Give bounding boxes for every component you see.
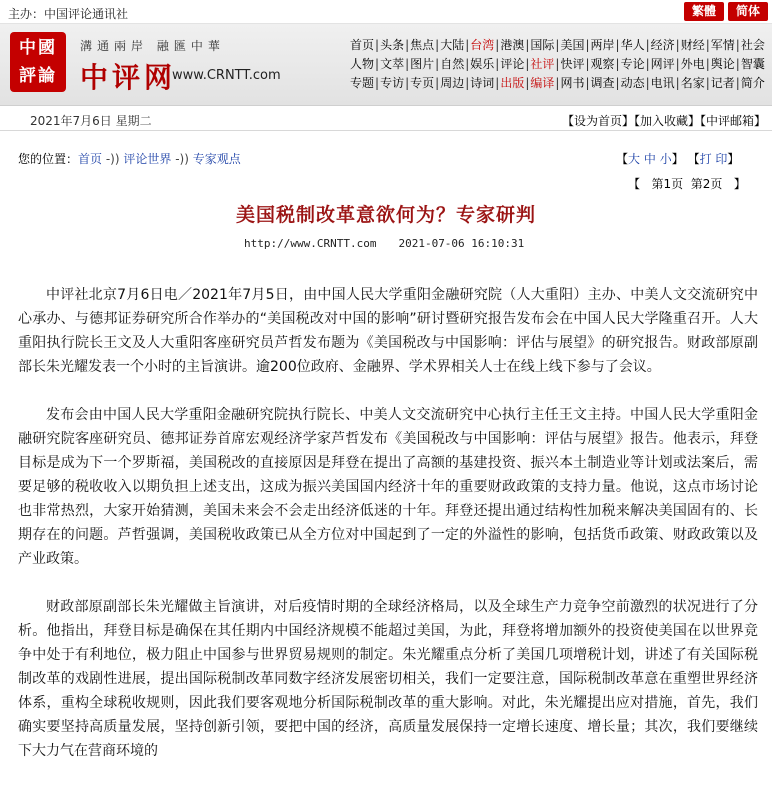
nav-link[interactable]: 智囊	[740, 57, 765, 71]
nav-separator: |	[735, 57, 740, 71]
nav-link[interactable]: 头条	[380, 38, 405, 52]
nav-separator: |	[375, 57, 380, 71]
nav-separator: |	[405, 38, 410, 52]
page-1-link[interactable]: 第1页	[651, 177, 684, 191]
article-paragraph: 中评社北京7月6日电／2021年7月5日，由中国人民大学重阳金融研究院（人大重阳）主办、中美人文交流研究中心承办、与德邦证券研究所合作举办的“美国税改对中国的影响”研讨暨研究报告发布会在中国人民大学隆重召开。人大重阳执行院长王文及人大重阳客座研究员芦哲发布题为《美国税改与中国影响：评估与展望》的研究报告。财政部原副部长朱光耀发表一个小时的主旨演讲。逾200位政府、金融界、学术界相关人士在线上线下参与了会议。	[18, 287, 758, 375]
nav-link[interactable]: 调查	[590, 76, 615, 90]
nav-separator: |	[705, 38, 710, 52]
nav-row	[350, 55, 770, 74]
bracket: 】	[727, 152, 740, 166]
nav-separator: |	[465, 57, 470, 71]
breadcrumb-section[interactable]: 评论世界	[123, 152, 172, 166]
nav-separator: |	[675, 38, 680, 52]
nav-separator: |	[705, 57, 710, 71]
nav-link[interactable]: 经济	[650, 38, 675, 52]
nav-separator: |	[615, 57, 620, 71]
nav-separator: |	[555, 57, 560, 71]
nav-link[interactable]: 评论	[500, 57, 525, 71]
nav-link[interactable]: 港澳	[500, 38, 525, 52]
nav-link[interactable]: 记者	[710, 76, 735, 90]
nav-separator: |	[435, 76, 440, 90]
nav-separator: |	[645, 38, 650, 52]
nav-link[interactable]: 台湾	[470, 38, 495, 52]
nav-separator: |	[465, 76, 470, 90]
nav-link[interactable]: 社评	[530, 57, 555, 71]
nav-separator: |	[555, 38, 560, 52]
nav-separator: |	[495, 38, 500, 52]
nav-link[interactable]: 专页	[410, 76, 435, 90]
nav-link[interactable]: 网评	[650, 57, 675, 71]
nav-link[interactable]: 财经	[680, 38, 705, 52]
nav-link[interactable]: 文萃	[380, 57, 405, 71]
nav-link[interactable]: 娱乐	[470, 57, 495, 71]
nav-separator: |	[615, 76, 620, 90]
nav-separator: |	[735, 38, 740, 52]
date-bar	[0, 109, 772, 131]
nav-separator: |	[405, 57, 410, 71]
nav-separator: |	[615, 38, 620, 52]
bracket: 】	[671, 152, 684, 166]
current-date: 2021年7月6日 星期二	[30, 114, 152, 128]
crntt-seal-logo[interactable]: 中國評論	[10, 32, 66, 92]
page-2-link[interactable]: 第2页	[690, 177, 723, 191]
main-navigation	[350, 36, 770, 93]
bracket: 【	[616, 152, 629, 166]
breadcrumb-arrow: -))	[102, 152, 124, 166]
site-domain: www.CRNTT.com	[172, 68, 281, 83]
nav-separator: |	[375, 76, 380, 90]
font-small-button[interactable]: 小	[659, 152, 672, 166]
top-bar	[0, 0, 772, 24]
nav-link[interactable]: 名家	[680, 76, 705, 90]
nav-link[interactable]: 焦点	[410, 38, 435, 52]
article-url[interactable]: http://www.CRNTT.com	[244, 237, 377, 250]
nav-link[interactable]: 图片	[410, 57, 435, 71]
nav-link[interactable]: 观察	[590, 57, 615, 71]
nav-link[interactable]: 诗词	[470, 76, 495, 90]
nav-link[interactable]: 美国	[560, 38, 585, 52]
nav-link[interactable]: 人物	[350, 57, 375, 71]
mailbox-link[interactable]: 【中评邮箱】	[699, 114, 766, 128]
bracket: 】	[733, 177, 746, 191]
site-header	[0, 24, 772, 106]
nav-separator: |	[525, 38, 530, 52]
nav-row	[350, 36, 770, 55]
article-paragraph: 发布会由中国人民大学重阳金融研究院执行院长、中美人文交流研究中心执行主任王文主持。中国人民大学重阳金融研究院客座研究员、德邦证券首席宏观经济学家芦哲发布《美国税改与中国影响：评估与展望》报告。他表示，拜登目标是成为下一个罗斯福，美国税改的直接原因是拜登在提出了高额的基建投资、振兴本土制造业等计划或法案后，需要足够的税收收入以期负担上述支出，这成为振兴美国国内经济十年的重要财政政策的支持力量。他说，这点市场讨论也非常热烈，大家开始猜测，美国未来会不会走出经济低迷的十年。拜登还提出通过结构性加税来解决美国固有的、长期存在的问题。芦哲强调，美国税收政策已从全方位对中国起到了一定的外溢性的影响，包括货币政策、财政政策以及产业政策。	[18, 407, 758, 567]
nav-link[interactable]: 专论	[620, 57, 645, 71]
breadcrumb-arrow: -))	[171, 152, 193, 166]
nav-link[interactable]: 编译	[530, 76, 555, 90]
nav-separator: |	[675, 76, 680, 90]
site-brand-logo[interactable]: 中评网	[80, 61, 177, 94]
nav-separator: |	[645, 57, 650, 71]
print-button[interactable]: 打 印	[699, 152, 728, 166]
set-home-link[interactable]: 【设为首页】	[561, 114, 634, 128]
font-large-button[interactable]: 大	[628, 152, 641, 166]
nav-link[interactable]: 外电	[680, 57, 705, 71]
breadcrumb-home[interactable]: 首页	[78, 152, 103, 166]
breadcrumb-prefix: 您的位置：	[18, 152, 79, 166]
article-body	[18, 283, 758, 787]
nav-separator: |	[525, 76, 530, 90]
add-favorite-link[interactable]: 【加入收藏】	[633, 114, 700, 128]
nav-link[interactable]: 华人	[620, 38, 645, 52]
nav-separator: |	[495, 76, 500, 90]
nav-separator: |	[645, 76, 650, 90]
bracket: 【	[687, 152, 700, 166]
nav-separator: |	[495, 57, 500, 71]
nav-link[interactable]: 首页	[350, 38, 375, 52]
nav-separator: |	[675, 57, 680, 71]
nav-separator: |	[555, 76, 560, 90]
nav-separator: |	[705, 76, 710, 90]
nav-separator: |	[435, 57, 440, 71]
site-slogan: 溝通兩岸 融匯中華	[80, 39, 225, 53]
nav-separator: |	[465, 38, 470, 52]
article-title: 美国税制改革意欲何为？专家研判	[235, 204, 536, 226]
breadcrumb-subsection[interactable]: 专家观点	[192, 152, 241, 166]
nav-link[interactable]: 大陆	[440, 38, 465, 52]
nav-link[interactable]: 专题	[350, 76, 375, 90]
pagination	[628, 175, 746, 192]
nav-link[interactable]: 国际	[530, 38, 555, 52]
simplified-chinese-button[interactable]: 简体	[728, 2, 768, 21]
nav-separator: |	[735, 76, 740, 90]
font-medium-button[interactable]: 中	[643, 152, 656, 166]
nav-separator: |	[525, 57, 530, 71]
article-meta	[244, 237, 524, 250]
nav-link[interactable]: 出版	[500, 76, 525, 90]
nav-separator: |	[405, 76, 410, 90]
nav-separator: |	[375, 38, 380, 52]
sponsor-label: 主办：中国评论通讯社	[8, 7, 129, 21]
nav-link[interactable]: 自然	[440, 57, 465, 71]
traditional-chinese-button[interactable]: 繁體	[684, 2, 724, 21]
nav-link[interactable]: 专访	[380, 76, 405, 90]
nav-separator: |	[585, 38, 590, 52]
nav-link[interactable]: 电讯	[650, 76, 675, 90]
article-paragraph: 财政部原副部长朱光耀做主旨演讲，对后疫情时期的全球经济格局，以及全球生产力竞争空前激烈的状况进行了分析。他指出，拜登目标是确保在其任期内中国经济规模不能超过美国，为此，拜登将增加额外的投资使美国在以世界竞争中处于有利地位，极力阻止中国参与世界贸易规则的制定。朱光耀重点分析了美国几项增税计划，讲述了有关国际税制改革的戏剧性进展，提出国际税制改革同数字经济发展密切相关，我们一定要注意，国际税制改革意在重塑世界经济体系，重构全球税收规则，因此我们要客观地分析国际税制改革的重大影响。对此，朱光耀提出应对措施，首先，我们确实要坚持高质量发展，坚持创新引领，要把中国的经济，高质量发展保持一定增长速度、增长量；其次，我们要继续下大力气在营商环境的	[18, 599, 758, 759]
bracket: 【	[628, 177, 641, 191]
nav-separator: |	[435, 38, 440, 52]
nav-link[interactable]: 军情	[710, 38, 735, 52]
nav-link[interactable]: 网书	[560, 76, 585, 90]
article-timestamp: 2021-07-06 16:10:31	[398, 237, 525, 250]
site-tools	[562, 112, 766, 129]
breadcrumb	[18, 150, 241, 167]
nav-link[interactable]: 舆论	[710, 57, 735, 71]
nav-link[interactable]: 快评	[560, 57, 585, 71]
article-tools	[616, 150, 739, 167]
nav-link[interactable]: 周边	[440, 76, 465, 90]
nav-link[interactable]: 简介	[740, 76, 765, 90]
nav-link[interactable]: 动态	[620, 76, 645, 90]
nav-separator: |	[585, 57, 590, 71]
nav-link[interactable]: 两岸	[590, 38, 615, 52]
nav-link[interactable]: 社会	[740, 38, 765, 52]
nav-separator: |	[585, 76, 590, 90]
nav-row	[350, 74, 770, 93]
